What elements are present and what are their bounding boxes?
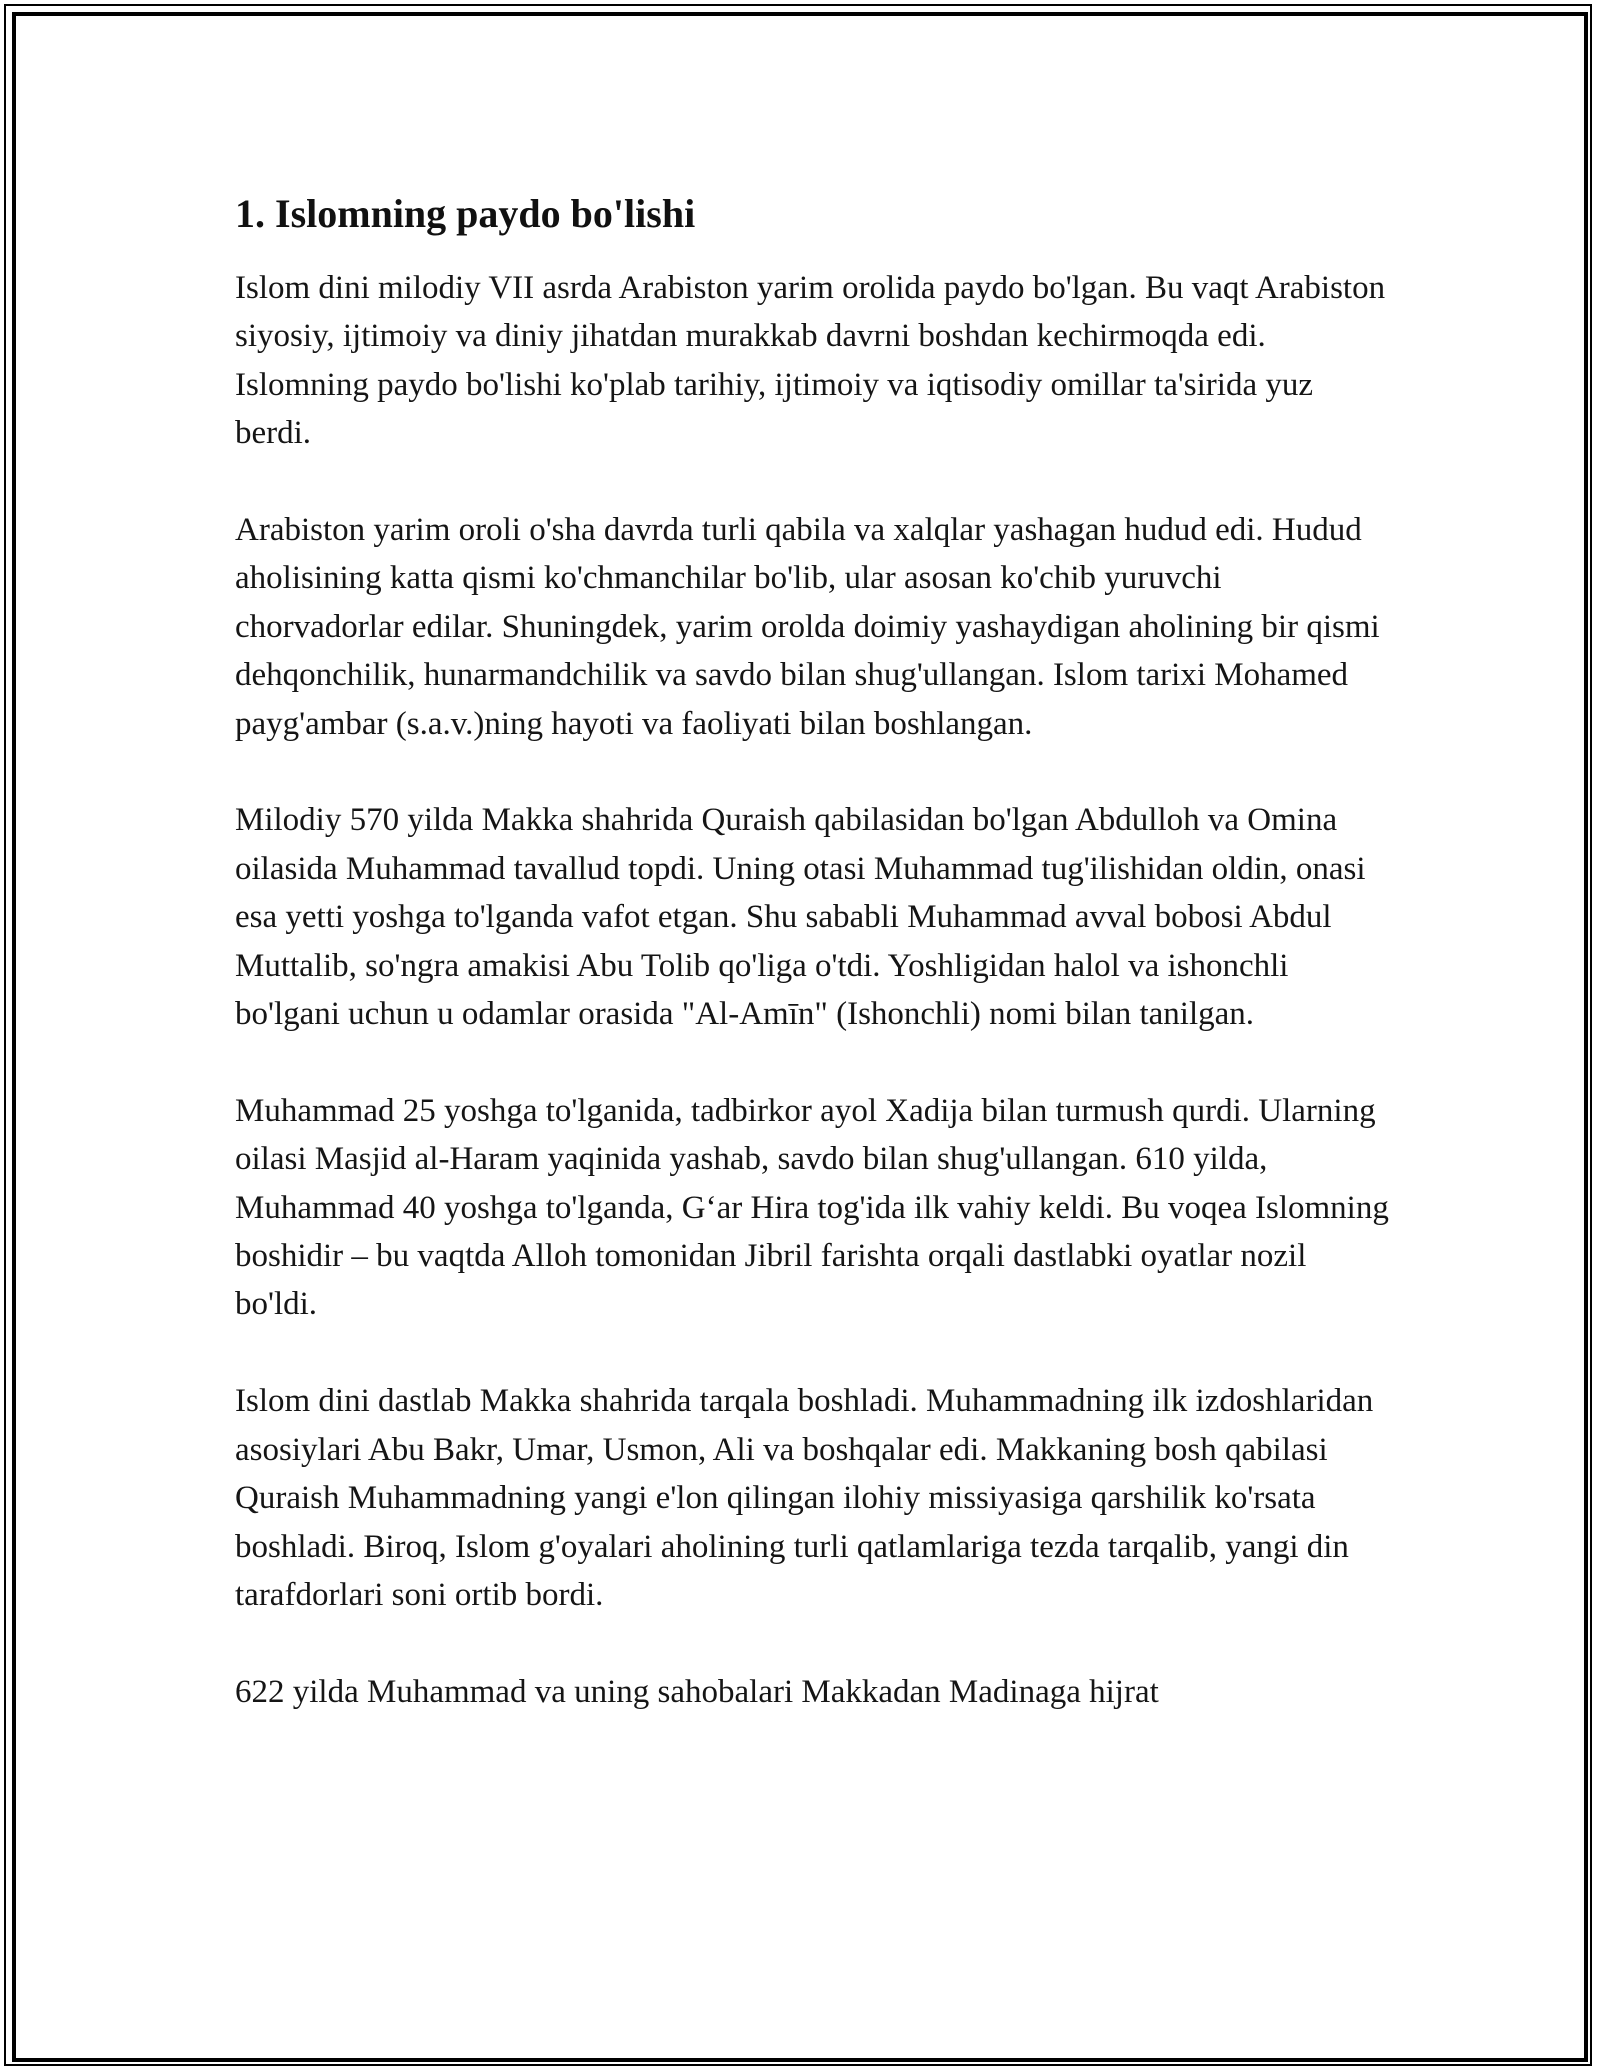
paragraph-first-revelation: Muhammad 25 yoshga to'lganida, tadbirkor ayol Xadija bilan turmush qurdi. Ularning oilasi Masjid al-Haram yaqinida yashab, savdo bilan shug'ullangan. 610 yilda, Muhammad 40 yoshga to'lganda, G‘ar Hira tog'ida ilk vahiy keldi. Bu voqea Islomning boshidir – bu vaqtda Alloh tomonidan Jibril farishta orqali dastlabki oyatlar nozil bo'ldi. — [235, 1092, 1389, 1323]
paragraph-origin: Islom dini milodiy VII asrda Arabiston yarim orolida paydo bo'lgan. Bu vaqt Arabiston siyosiy, ijtimoiy va diniy jihatdan murakkab davrni boshdan kechirmoqda edi. Islomning paydo bo'lishi ko'plab tarihiy, ijtimoiy va iqtisodiy omillar ta'sirida yuz berdi. — [235, 270, 1386, 452]
paragraph-arabian-peninsula: Arabiston yarim oroli o'sha davrda turli qabila va xalqlar yashagan hudud edi. Hudud aholisining katta qismi ko'chmanchilar bo'lib, ular asosan ko'chib yuruvchi chorvadorlar edilar. Shuningdek, yarim orolda doimiy yashaydigan aholining bir qismi dehqonchilik, hunarmandchilik va savdo bilan shug'ullangan. Islom tarixi Mohamed payg'ambar (s.a.v.)ning hayoti va faoliyati bilan boshlangan. — [235, 512, 1380, 742]
paragraph-hijra: 622 yilda Muhammad va uning sahobalari Makkadan Madinaga hijrat — [235, 1673, 1159, 1710]
paragraph-spread-in-makka: Islom dini dastlab Makka shahrida tarqala boshladi. Muhammadning ilk izdoshlaridan asosiylari Abu Bakr, Umar, Usmon, Ali va boshqalar edi. Makkaning bosh qabilasi Quraish Muhammadning yangi e'lon qilingan ilohiy missiyasiga qarshilik ko'rsata boshladi. Biroq, Islom g'oyalari aholining turli qatlamlariga tezda tarqalib, yangi din tarafdorlari soni ortib bordi. — [235, 1383, 1374, 1613]
paragraph-birth: Milodiy 570 yilda Makka shahrida Quraish qabilasidan bo'lgan Abdulloh va Omina oilasida Muhammad tavallud topdi. Uning otasi Muhammad tug'ilishidan oldin, onasi esa yetti yoshga to'lganda vafot etgan. Shu sababli Muhammad avval bobosi Abdul Muttalib, so'ngra amakisi Abu Tolib qo'liga o'tdi. Yoshligidan halol va ishonchli bo'lgani uchun u odamlar orasida "Al-Amīn" (Ishonchli) nomi bilan tanilgan. — [235, 802, 1366, 1033]
section-heading: 1. Islomning paydo bo'lishi — [235, 191, 696, 236]
document-body — [235, 186, 1395, 1765]
